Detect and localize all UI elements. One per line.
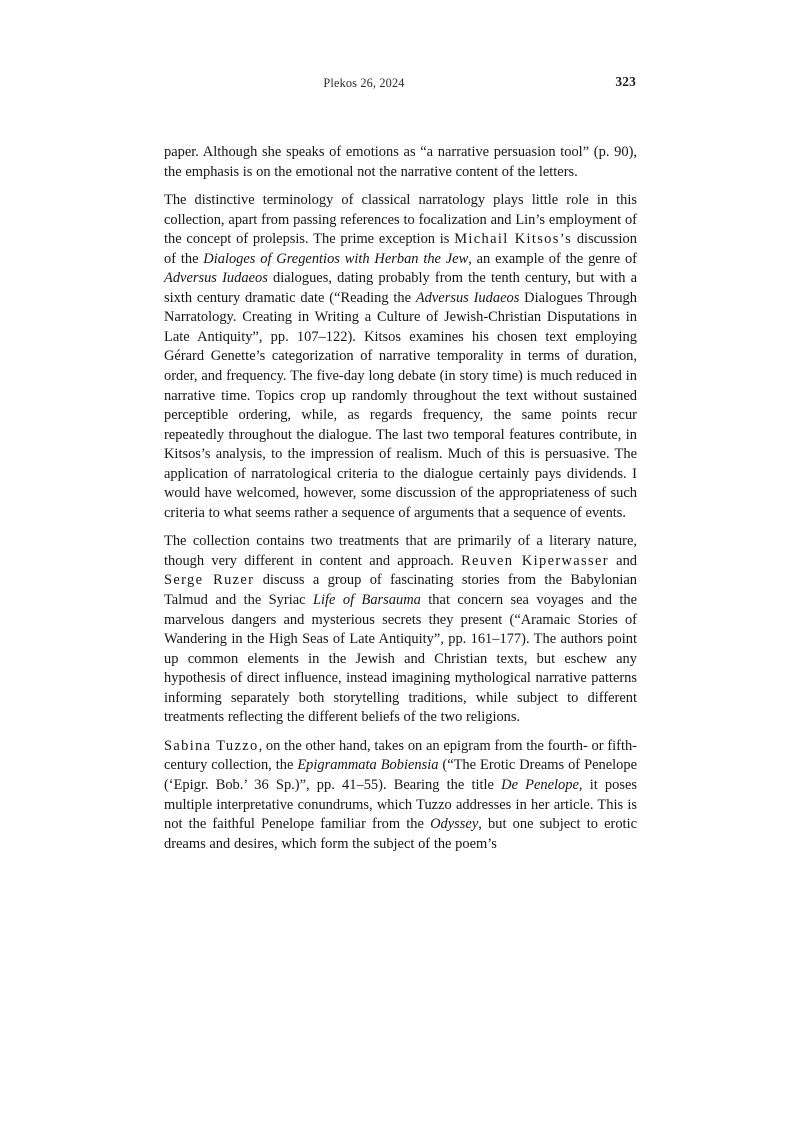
italic-title: Odyssey bbox=[430, 816, 479, 833]
text-run: The distinctive terminology of classical narratology plays little role in this collection, apart from passing references to focalization and Lin’s employment of the concept of prolepsis. The prime exception is bbox=[164, 192, 637, 248]
contributor-name: Serge Ruzer bbox=[164, 572, 255, 589]
body-paragraph bbox=[164, 532, 637, 727]
italic-title: Adversus Iudaeos bbox=[415, 289, 520, 306]
italic-title: Epigrammata Bobiensia bbox=[297, 757, 439, 774]
text-run: Dialogues Through Narratology. Creating in Writing a Culture of Jewish-Christian Disputations in Late Antiquity”, pp. 107–122). Kitsos examines his chosen text employing Gérard Genette’s categorization of narrative temporality in terms of duration, order, and frequency. The five-day long debate (in story time) is much reduced in narrative time. Topics crop up randomly throughout the text without sustained perceptible ordering, while, as regards frequency, the same points recur repeatedly throughout the dialogue. The last two temporal features contribute, in Kitsos’s analysis, to the impression of realism. Much of this is persuasive. The application of narratological criteria to the dialogue certainly pays dividends. I would have welcomed, however, some discussion of the appropriateness of such criteria to what seems rather a sequence of arguments that a sequence of events. bbox=[164, 289, 637, 521]
text-run: , but one subject to erotic dreams and desires, which form the subject of the poem’s bbox=[164, 816, 637, 852]
italic-title: Life of Barsauma bbox=[312, 592, 421, 609]
running-head bbox=[164, 74, 636, 94]
italic-title: Adversus Iudaeos bbox=[164, 270, 268, 287]
text-run: discussion of the bbox=[164, 231, 637, 267]
body-paragraph bbox=[164, 191, 637, 523]
text-run: that concern sea voyages and the marvelous dangers and mysterious secrets they present (“Aramaic Stories of Wandering in the High Seas of Late Antiquity”, pp. 161–177). The authors point up common elements in the Jewish and Christian texts, but eschew any hypothesis of direct influence, instead imagining mythological narrative patterns informing separately both storytelling traditions, while subject to different treatments reflecting the different beliefs of the two religions. bbox=[164, 592, 637, 726]
page-number: 323 bbox=[615, 74, 636, 89]
contributor-name: Michail Kitsos’s bbox=[454, 231, 573, 248]
text-run: , an example of the genre of bbox=[468, 250, 637, 267]
body-paragraph bbox=[164, 143, 637, 182]
italic-title: Dialoges of Gregentios with Herban the Jew bbox=[203, 250, 469, 267]
text-run: (“The Erotic Dreams of Penelope (‘Epigr. Bob.’ 36 Sp.)”, pp. 41–55). Bearing the title bbox=[164, 757, 637, 793]
contributor-name: Sabina Tuzzo bbox=[164, 737, 259, 754]
text-run: discuss a group of fascinating stories from the Babylonian Talmud and the Syriac bbox=[164, 572, 637, 609]
italic-title: De Penelope bbox=[501, 776, 579, 793]
text-run: , on the other hand, takes on an epigram from the fourth- or fifth-century collection, the bbox=[164, 737, 637, 774]
text-run: The collection contains two treatments that are primarily of a literary nature, though very different in content and approach. bbox=[164, 533, 637, 569]
text-run: , it poses multiple interpretative conundrums, which Tuzzo addresses in her article. This is not the faithful Penelope familiar from the bbox=[164, 776, 637, 833]
text-run: and bbox=[608, 552, 638, 569]
contributor-name: Reuven Kiperwasser bbox=[461, 552, 609, 569]
running-head-journal-title: Plekos 26, 2024 bbox=[323, 76, 405, 90]
body-paragraph bbox=[164, 737, 637, 854]
body-text-block bbox=[164, 143, 637, 854]
text-run: dialogues, dating probably from the tenth century, but with a sixth century dramatic date (“Reading the bbox=[164, 270, 638, 306]
text-run: paper. Although she speaks of emotions as “a narrative persuasion tool” (p. 90), the emphasis is on the emotional not the narrative content of the letters. bbox=[164, 144, 637, 180]
